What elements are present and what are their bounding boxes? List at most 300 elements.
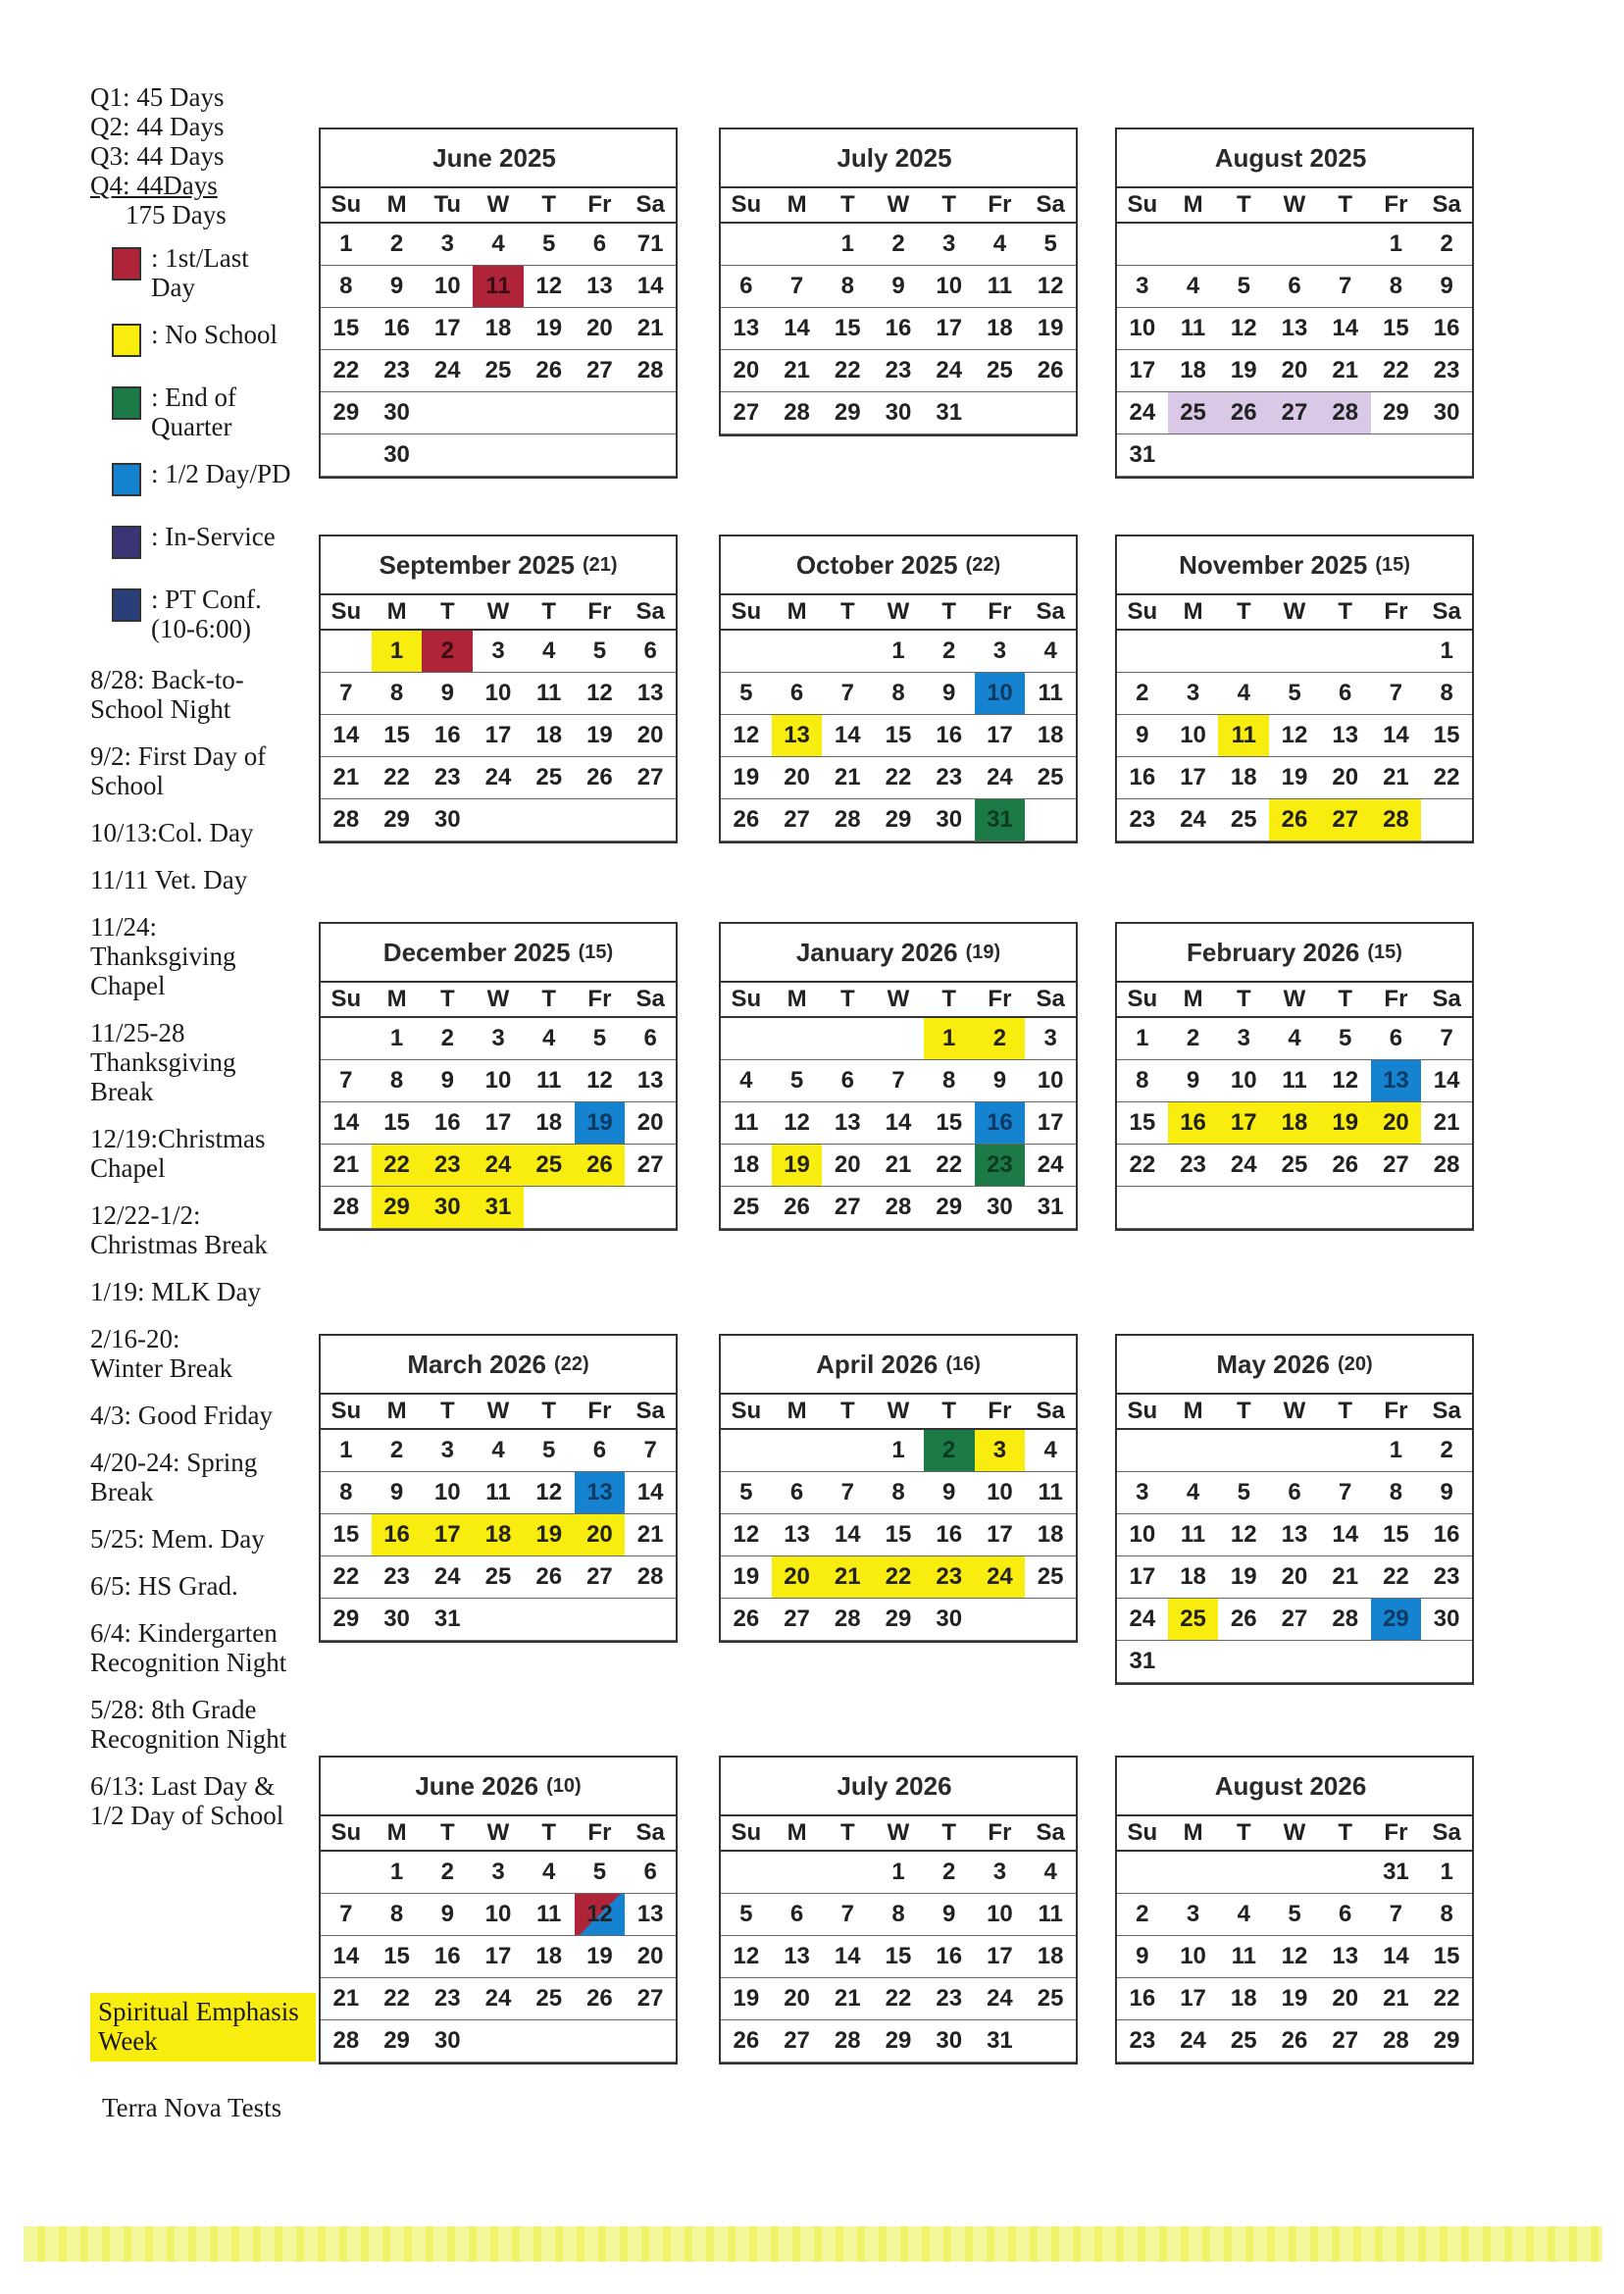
month-name: November 2025: [1179, 549, 1368, 580]
day-cell: 15: [822, 308, 873, 350]
day-cell: 29: [1371, 392, 1422, 434]
event-note: 11/11 Vet. Day: [90, 865, 248, 894]
day-cell: 26: [721, 1599, 772, 1641]
day-cell: 26: [575, 1978, 626, 2020]
day-cell: 9: [372, 1472, 423, 1514]
weekday-header: [1117, 188, 1472, 224]
day-cell: 6: [625, 1018, 676, 1060]
day-grid: [1117, 1018, 1472, 1229]
month-calendar: [719, 535, 1078, 843]
q2-days: Q2: 44 Days: [90, 112, 225, 141]
empty-day-cell: [1320, 224, 1371, 266]
month-calendar: [1115, 1756, 1474, 2065]
day-cell: 26: [1269, 2020, 1320, 2063]
month-name: January 2026: [795, 937, 958, 967]
day-cell: 26: [575, 757, 626, 799]
day-cell: 13: [1269, 1514, 1320, 1556]
day-cell: 31: [473, 1187, 524, 1229]
day-cell: 27: [772, 799, 823, 841]
day-cell: 26: [1269, 799, 1320, 841]
empty-day-cell: [1025, 799, 1076, 841]
day-cell: 23: [372, 1556, 423, 1599]
day-cell: 20: [625, 715, 676, 757]
day-cell: 11: [1168, 1514, 1219, 1556]
legend-key: [90, 320, 326, 369]
day-cell: 11: [975, 266, 1026, 308]
day-cell: 16: [422, 715, 473, 757]
day-cell: 18: [1168, 350, 1219, 392]
day-cell: 26: [721, 2020, 772, 2063]
empty-day-cell: [524, 1187, 575, 1229]
month-name: August 2025: [1214, 142, 1367, 173]
weekday-header: [1117, 983, 1472, 1018]
day-cell: 7: [822, 1472, 873, 1514]
legend-key: [90, 382, 326, 445]
day-cell: 31: [422, 1599, 473, 1641]
school-day-count: (20): [1338, 1352, 1373, 1375]
day-cell: 22: [822, 350, 873, 392]
day-cell: 8: [873, 1894, 924, 1936]
weekday-label: Su: [330, 986, 362, 1012]
empty-day-cell: [1320, 631, 1371, 673]
day-cell: 3: [1117, 266, 1168, 308]
day-cell: 4: [473, 1430, 524, 1472]
day-cell: 28: [625, 350, 676, 392]
day-cell: 10: [473, 673, 524, 715]
day-cell: 22: [1371, 350, 1422, 392]
day-cell: 6: [575, 224, 626, 266]
day-cell: 29: [372, 2020, 423, 2063]
day-cell: 12: [1320, 1060, 1371, 1102]
day-cell: 2: [372, 1430, 423, 1472]
day-cell: 14: [772, 308, 823, 350]
weekday-label: Sa: [1432, 1398, 1461, 1424]
day-cell: 28: [822, 799, 873, 841]
empty-day-cell: [575, 392, 626, 434]
day-cell: 28: [1421, 1145, 1472, 1187]
empty-day-cell: [822, 1018, 873, 1060]
weekday-label: W: [1283, 598, 1306, 625]
weekday-label: Fr: [1384, 598, 1408, 625]
day-cell: 30: [1421, 1599, 1472, 1641]
day-cell: 14: [1421, 1060, 1472, 1102]
day-cell: 7: [625, 1430, 676, 1472]
day-cell: 3: [975, 631, 1026, 673]
weekday-label: Su: [1127, 1819, 1158, 1846]
legend-key-label: : No School: [151, 320, 279, 349]
legend-key: [90, 459, 326, 508]
weekday-label: M: [787, 598, 807, 625]
day-cell: 5: [721, 1472, 772, 1514]
day-cell: 13: [1320, 715, 1371, 757]
day-cell: 5: [575, 1852, 626, 1894]
day-cell: 16: [924, 1514, 975, 1556]
day-cell: 4: [1168, 1472, 1219, 1514]
day-cell: 10: [1117, 1514, 1168, 1556]
day-cell: 13: [575, 266, 626, 308]
day-cell: 28: [321, 799, 372, 841]
day-cell: 13: [772, 1936, 823, 1978]
month-name: April 2026: [816, 1349, 939, 1379]
day-cell: 24: [473, 1145, 524, 1187]
day-cell: 19: [721, 1556, 772, 1599]
day-cell: 2: [372, 224, 423, 266]
empty-day-cell: [822, 1430, 873, 1472]
month-calendar: [319, 535, 678, 843]
empty-day-cell: [473, 1599, 524, 1641]
day-cell: 16: [1421, 308, 1472, 350]
month-name: March 2026: [407, 1349, 547, 1379]
day-cell: 29: [873, 1599, 924, 1641]
day-cell: 11: [473, 266, 524, 308]
day-cell: 18: [1269, 1102, 1320, 1145]
weekday-header: [721, 983, 1076, 1018]
day-cell: 4: [1218, 673, 1269, 715]
day-cell: 26: [1320, 1145, 1371, 1187]
empty-day-cell: [1218, 434, 1269, 477]
day-cell: 1: [372, 1852, 423, 1894]
day-cell: 19: [1218, 1556, 1269, 1599]
event-note: 11/24: Thanksgiving Chapel: [90, 912, 236, 1000]
day-cell: 8: [321, 266, 372, 308]
day-cell: 6: [1269, 1472, 1320, 1514]
month-title: [321, 536, 676, 595]
empty-day-cell: [772, 1852, 823, 1894]
day-cell: 20: [822, 1145, 873, 1187]
day-cell: 12: [1218, 308, 1269, 350]
day-cell: 12: [575, 1060, 626, 1102]
day-cell: 17: [473, 1936, 524, 1978]
day-cell: 22: [372, 1145, 423, 1187]
day-cell: 3: [1168, 1894, 1219, 1936]
day-cell: 1: [873, 631, 924, 673]
day-cell: 29: [1421, 2020, 1472, 2063]
weekday-header: [721, 1816, 1076, 1852]
empty-day-cell: [625, 1187, 676, 1229]
day-grid: [721, 1430, 1076, 1641]
day-cell: 1: [1371, 224, 1422, 266]
weekday-label: T: [1236, 986, 1251, 1012]
day-cell: 15: [372, 715, 423, 757]
weekday-label: T: [941, 191, 957, 218]
day-cell: 1: [1421, 1852, 1472, 1894]
empty-day-cell: [1320, 434, 1371, 477]
day-cell: 22: [372, 757, 423, 799]
event-note: 11/25-28 Thanksgiving Break: [90, 1018, 236, 1106]
day-cell: 10: [473, 1060, 524, 1102]
day-grid: [1117, 631, 1472, 841]
month-calendar: [319, 1334, 678, 1643]
day-cell: 24: [1117, 1599, 1168, 1641]
day-cell: 17: [975, 1514, 1026, 1556]
empty-day-cell: [1168, 434, 1219, 477]
day-cell: 25: [473, 1556, 524, 1599]
day-cell: 17: [1025, 1102, 1076, 1145]
day-cell: 7: [873, 1060, 924, 1102]
day-cell: 12: [1269, 715, 1320, 757]
day-cell: 1: [321, 1430, 372, 1472]
day-cell: 19: [575, 715, 626, 757]
day-cell: 15: [1117, 1102, 1168, 1145]
day-cell: 28: [321, 1187, 372, 1229]
month-calendar: [1115, 535, 1474, 843]
day-cell: 15: [372, 1936, 423, 1978]
weekday-header: [321, 1816, 676, 1852]
month-name: September 2025: [379, 549, 575, 580]
weekday-label: Sa: [1036, 598, 1065, 625]
month-title: [721, 536, 1076, 595]
day-cell: 11: [524, 673, 575, 715]
weekday-label: Fr: [988, 191, 1012, 218]
event-note: 5/25: Mem. Day: [90, 1524, 265, 1554]
weekday-label: T: [839, 1398, 855, 1424]
day-cell: 29: [873, 2020, 924, 2063]
weekday-label: Sa: [1432, 986, 1461, 1012]
day-cell: 23: [1421, 350, 1472, 392]
day-grid: [721, 224, 1076, 434]
weekday-label: M: [1183, 986, 1203, 1012]
event-note: 1/19: MLK Day: [90, 1277, 261, 1306]
day-cell: 1: [1117, 1018, 1168, 1060]
weekday-label: Sa: [635, 1819, 665, 1846]
day-cell: 23: [924, 1978, 975, 2020]
legend-key: [90, 585, 326, 647]
day-cell: 28: [873, 1187, 924, 1229]
empty-day-cell: [1218, 1852, 1269, 1894]
weekday-label: Su: [1127, 598, 1158, 625]
empty-day-cell: [524, 2020, 575, 2063]
day-cell: 6: [625, 631, 676, 673]
day-cell: 4: [1025, 1430, 1076, 1472]
month-name: February 2026: [1187, 937, 1360, 967]
q3-days: Q3: 44 Days: [90, 141, 225, 171]
weekday-label: T: [839, 598, 855, 625]
weekday-label: M: [787, 986, 807, 1012]
weekday-label: T: [439, 986, 455, 1012]
school-day-count: (10): [546, 1774, 582, 1797]
day-cell: 22: [321, 350, 372, 392]
weekday-header: [721, 1395, 1076, 1430]
day-cell: 31: [1117, 434, 1168, 477]
day-cell: 20: [625, 1936, 676, 1978]
day-cell: 9: [924, 673, 975, 715]
weekday-label: Su: [731, 598, 762, 625]
month-name: October 2025: [795, 549, 958, 580]
day-cell: 30: [924, 2020, 975, 2063]
day-cell: 29: [372, 799, 423, 841]
day-cell: 20: [575, 308, 626, 350]
weekday-label: Tu: [433, 191, 462, 218]
day-cell: 5: [1269, 673, 1320, 715]
day-cell: 28: [625, 1556, 676, 1599]
weekday-label: Fr: [587, 1819, 612, 1846]
empty-day-cell: [1371, 631, 1422, 673]
event-note: 12/19:Christmas Chapel: [90, 1124, 266, 1183]
month-title: [1117, 129, 1472, 188]
event-note: 4/3: Good Friday: [90, 1401, 273, 1430]
blue-square-icon: [112, 463, 141, 496]
empty-day-cell: [524, 392, 575, 434]
weekday-header: [1117, 595, 1472, 631]
day-cell: 3: [422, 224, 473, 266]
empty-day-cell: [1025, 1599, 1076, 1641]
weekday-label: T: [1236, 1819, 1251, 1846]
day-cell: 11: [524, 1060, 575, 1102]
day-cell: 29: [873, 799, 924, 841]
weekday-label: W: [486, 191, 510, 218]
day-cell: 21: [321, 1145, 372, 1187]
day-cell: 17: [473, 715, 524, 757]
empty-day-cell: [1117, 1852, 1168, 1894]
day-cell: 19: [772, 1145, 823, 1187]
day-grid: [1117, 1852, 1472, 2063]
day-cell: 29: [372, 1187, 423, 1229]
day-cell: 10: [975, 673, 1026, 715]
day-cell: 16: [975, 1102, 1026, 1145]
day-cell: 13: [575, 1472, 626, 1514]
empty-day-cell: [1320, 1852, 1371, 1894]
day-cell: 21: [822, 1978, 873, 2020]
weekday-label: T: [839, 191, 855, 218]
day-cell: 21: [321, 757, 372, 799]
weekday-label: T: [1338, 598, 1353, 625]
legend-key-label: : End of Quarter: [151, 382, 236, 441]
day-cell: 20: [721, 350, 772, 392]
day-cell: 28: [1320, 392, 1371, 434]
day-cell: 5: [524, 1430, 575, 1472]
empty-day-cell: [473, 2020, 524, 2063]
day-cell: 31: [975, 799, 1026, 841]
empty-day-cell: [575, 2020, 626, 2063]
month-name: December 2025: [382, 937, 571, 967]
school-day-count: (22): [554, 1352, 589, 1375]
day-cell: 20: [772, 1978, 823, 2020]
day-cell: 4: [524, 1018, 575, 1060]
day-cell: 13: [772, 715, 823, 757]
empty-day-cell: [524, 434, 575, 477]
school-day-count: (21): [582, 553, 618, 576]
day-cell: 18: [1025, 1936, 1076, 1978]
day-cell: 26: [721, 799, 772, 841]
day-cell: 18: [1025, 1514, 1076, 1556]
day-cell: 1: [372, 1018, 423, 1060]
day-cell: 12: [524, 1472, 575, 1514]
day-cell: 9: [1421, 266, 1472, 308]
day-cell: 27: [625, 1145, 676, 1187]
day-cell: 3: [1025, 1018, 1076, 1060]
day-cell: 6: [1320, 1894, 1371, 1936]
day-cell: 21: [1371, 757, 1422, 799]
weekday-label: T: [1338, 191, 1353, 218]
day-cell: 21: [822, 1556, 873, 1599]
weekday-label: W: [1283, 1398, 1306, 1424]
day-cell: 3: [975, 1430, 1026, 1472]
day-cell: 20: [772, 1556, 823, 1599]
day-cell: 6: [721, 266, 772, 308]
day-cell: 7: [822, 1894, 873, 1936]
empty-day-cell: [473, 434, 524, 477]
weekday-label: Sa: [635, 986, 665, 1012]
weekday-label: T: [839, 986, 855, 1012]
day-cell: 9: [1421, 1472, 1472, 1514]
weekday-label: T: [541, 986, 557, 1012]
day-cell: 30: [975, 1187, 1026, 1229]
month-calendar: [319, 1756, 678, 2065]
day-cell: 18: [524, 1102, 575, 1145]
day-cell: 14: [822, 715, 873, 757]
empty-day-cell: [975, 1599, 1026, 1641]
day-cell: 27: [625, 757, 676, 799]
empty-day-cell: [1269, 224, 1320, 266]
legend-key-label: : PT Conf. (10-6:00): [151, 585, 262, 643]
month-title: [721, 129, 1076, 188]
day-cell: 6: [575, 1430, 626, 1472]
empty-day-cell: [1117, 1430, 1168, 1472]
day-cell: 10: [1168, 1936, 1219, 1978]
day-cell: 17: [1168, 757, 1219, 799]
day-cell: 21: [822, 757, 873, 799]
day-cell: 5: [721, 1894, 772, 1936]
weekday-label: Sa: [1432, 598, 1461, 625]
day-cell: 15: [1371, 1514, 1422, 1556]
empty-day-cell: [625, 2020, 676, 2063]
day-cell: 24: [422, 350, 473, 392]
weekday-header: [321, 1395, 676, 1430]
day-cell: 16: [873, 308, 924, 350]
empty-day-cell: [721, 1430, 772, 1472]
day-cell: 28: [822, 2020, 873, 2063]
empty-day-cell: [473, 392, 524, 434]
weekday-header: [321, 983, 676, 1018]
event-notes: [90, 665, 326, 1830]
empty-day-cell: [1117, 1187, 1168, 1229]
weekday-header: [1117, 1816, 1472, 1852]
weekday-label: T: [439, 1398, 455, 1424]
day-cell: 9: [422, 1060, 473, 1102]
empty-day-cell: [1168, 224, 1219, 266]
day-cell: 24: [1168, 2020, 1219, 2063]
day-cell: 4: [721, 1060, 772, 1102]
day-cell: 21: [1371, 1978, 1422, 2020]
day-cell: 17: [1117, 350, 1168, 392]
day-cell: 14: [822, 1936, 873, 1978]
day-cell: 23: [372, 350, 423, 392]
empty-day-cell: [1218, 224, 1269, 266]
month-title: [321, 924, 676, 983]
weekday-label: M: [386, 598, 407, 625]
weekday-label: T: [1338, 1819, 1353, 1846]
weekday-label: W: [887, 1819, 910, 1846]
day-cell: 8: [1421, 1894, 1472, 1936]
day-cell: 14: [625, 1472, 676, 1514]
day-cell: 2: [975, 1018, 1026, 1060]
day-cell: 28: [321, 2020, 372, 2063]
weekday-label: T: [1338, 986, 1353, 1012]
day-cell: 13: [625, 1060, 676, 1102]
month-name: June 2025: [432, 142, 556, 173]
empty-day-cell: [321, 631, 372, 673]
day-cell: 2: [924, 1852, 975, 1894]
day-cell: 6: [772, 1894, 823, 1936]
event-note: 12/22-1/2: Christmas Break: [90, 1200, 268, 1259]
day-cell: 29: [1371, 1599, 1422, 1641]
day-cell: 8: [873, 1472, 924, 1514]
day-cell: 24: [473, 1978, 524, 2020]
spiritual-emphasis-week: Spiritual Emphasis Week: [90, 1993, 316, 2062]
weekday-label: Su: [731, 191, 762, 218]
weekday-label: W: [486, 1819, 510, 1846]
weekday-label: T: [941, 1398, 957, 1424]
